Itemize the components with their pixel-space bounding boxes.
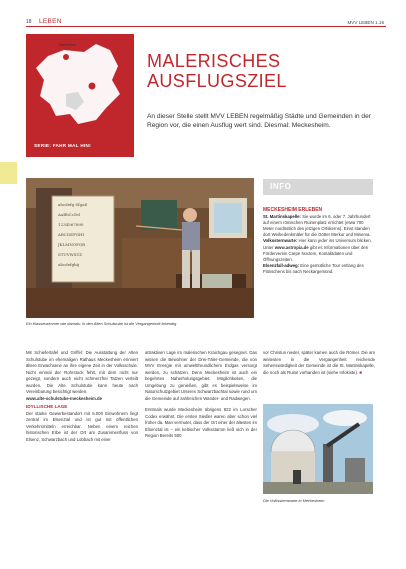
info-paragraph-1 [263,214,375,238]
page-header [26,18,62,25]
col1-subheading: IDYLLISCHE LAGE [26,404,68,409]
svg-text:abcdefg Sfgaß: abcdefg Sfgaß [58,202,88,207]
svg-text:ABCDEFGHI: ABCDEFGHI [58,232,85,237]
observatory-photo [263,404,373,494]
astropia-link[interactable]: www.astropia.de [274,244,309,250]
svg-text:JKLMNOPQR: JKLMNOPQR [58,242,86,247]
info-paragraph-2 [263,238,375,262]
map-city-label: Mannheim [59,43,76,47]
info-label-2: Volkssternwarte: [263,238,298,244]
col2-paragraph-1: attraktiven Lage im malerischen Kraichgau gesegnet. Das wissen die Bewohner der Drei-Täler-Gemeinde, die von MVV Energie mit umweltfreundlichem Erdgas versorgt werden, zu schätzen. Denn Meckesheim ist auch ein begehrtes Naherholungsgebiet. Möglichkeiten, die Umgebung zu genießen, gibt es beispielsweise im Naturschutzgebiet Unteres Schwarzbachtal sowie rund um die Gemeinde auf zahlreichen Wander- und Radwegen. [145,350,257,401]
end-mark: ■ [359,369,362,375]
article-intro: An dieser Stelle stellt MVV LEBEN regelmäßig Städte und Gemeinden in der Region vor, die einen Ausflug wert sind. Diesmal: Meckesheim. [147,113,371,130]
info-label-1: St. Martinskapelle: [263,214,301,220]
observatory-photo-caption: Die Volkssternwarte in Meckesheim [263,498,325,503]
info-box [263,207,375,275]
info-label-3: Elsenzfall-adweg: [263,262,300,268]
svg-text:abcdefghij: abcdefghij [58,262,80,267]
header-rule [26,26,386,27]
info-title: INFO [270,182,292,191]
body-column-1 [26,350,138,443]
info-text-2b: gibt es Informationen über den Förderverein Carpe Noctem, Kontaktdaten und Öffnungszeiten. [263,244,369,262]
col2-paragraph-2: Erstmals wurde Meckesheim übrigens 822 im Lorscher Codex erwähnt. Die ersten Siedler waren aber schon viel früher da. Man vermutet, dass der Ort einer der ältesten im Elsenztal ist – ein keltischer Volksstamm ließ sich in der Region Bereits 500 [145,407,258,438]
classroom-photo-image [26,178,254,318]
svg-text:1234567890: 1234567890 [58,222,84,227]
info-text-3: Eine gemütliche Tour entlang des Flüsschens bis nach Neckargemünd. [263,262,364,274]
section-label: LEBEN [38,18,62,25]
info-header [263,179,373,195]
observatory-photo-image [263,404,373,494]
sticky-note [0,162,17,184]
col3-paragraph-1: vor Christus nieder, später kamen auch die Römer. Die am weitesten in die Vergangenheit reichende Sehenswürdigkeit der Gemeinde ist die St. Martinskapelle, die noch als Ruine vorhanden ist (siehe Infokiste). [263,350,375,375]
body-column-2 [145,350,257,440]
col1-paragraph-1: Mit Schiefertafel und Griffel: Die Ausstattung der Alten Schulstube im ehemaligen Rathaus Meckesheim erinnert ältere Erwachsene an ihre eigene Zeit in der Volksschule. Nicht einmal der Rohrstock fehlt, mit dem nicht nur gezeigt, sondern auch nicht schmerzfrei Tatzen verteilt wurden. Die Alte Schulstube kann heute nach Vereinbarung besichtigt werden. [26,350,138,394]
classroom-photo [26,178,254,318]
title-line-1: MALERISCHES [147,51,281,71]
info-subheading: MECKESHEIM ERLEBEN [263,207,323,213]
body-column-3 [263,350,375,376]
alte-schulstube-link[interactable]: www.alte-schulstube-meckesheim.de [26,395,103,401]
col1-paragraph-2: Der starke Gewerbestandort mit 5.000 Einwohnern liegt zentral im Elsenztal und ist gut mit öffentlichen Verkehrsmitteln erreichbar. Neben einem reichen historischen Erbe ist der Ort am Zusammenfluss von Elsenz, Schwarzbach und Lobbach mit einer [26,410,138,442]
header-right: MVV LEBEN 1.16 [347,20,384,25]
info-text-1: Sie wurde im 6. oder 7. Jahrhundert auf einem römischen Ruinenplatz errichtet (etwa 700 Meter nordöstlich des jetzigen Ortskerns). Einst standen dort Weihedenkmäler für die Götter Merkur und Minerva. [263,214,371,238]
info-text-2: Hier kann jeder ins Universum blicken. Unter [263,238,372,250]
svg-text:AaBbCcDd: AaBbCcDd [58,212,80,217]
info-paragraph-3 [263,263,375,275]
title-line-2: AUSFLUGSZIEL [147,70,287,91]
region-map-icon [26,34,134,157]
page-number: 18 [26,19,32,25]
series-label: SERIE: FAHR MAL HIN! [34,143,91,148]
svg-text:STUVWXYZ: STUVWXYZ [58,252,83,257]
classroom-photo-caption: Ein Klassenzimmer wie damals: In den Alten Schulstube ist die Vergangenheit lebendig [26,321,177,326]
series-banner [26,34,134,157]
article-title [147,52,287,91]
